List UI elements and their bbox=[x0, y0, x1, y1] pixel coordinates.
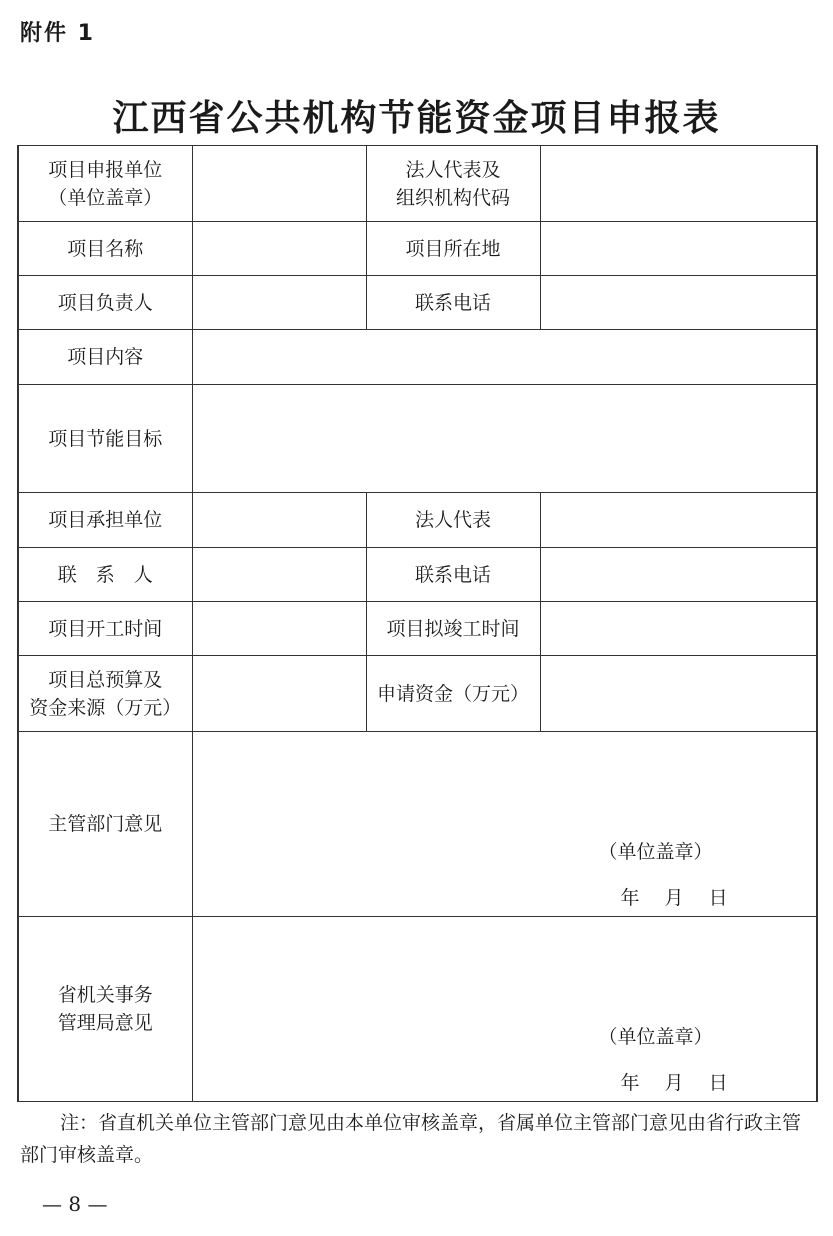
unit-seal-text: （单位盖章） bbox=[598, 1026, 713, 1048]
field-project-location[interactable] bbox=[540, 222, 817, 276]
label-requested-funds: 申请资金（万元） bbox=[366, 656, 540, 732]
label-project-location: 项目所在地 bbox=[366, 222, 540, 276]
form-row bbox=[18, 146, 817, 222]
label-admin-bureau-opinion: 省机关事务 管理局意见 bbox=[18, 917, 192, 1102]
label-undertaking-unit: 项目承担单位 bbox=[18, 493, 192, 548]
date-text: 年 月 日 bbox=[620, 887, 728, 909]
form-row bbox=[18, 732, 817, 917]
label-legal-rep: 法人代表 bbox=[366, 493, 540, 548]
label-contact-person: 联 系 人 bbox=[18, 548, 192, 602]
footnote: 注：省直机关单位主管部门意见由本单位审核盖章，省属单位主管部门意见由省行政主管部门审核盖章。 bbox=[20, 1112, 802, 1166]
form-row bbox=[18, 493, 817, 548]
form-row bbox=[18, 276, 817, 330]
form-row bbox=[18, 548, 817, 602]
field-start-time[interactable] bbox=[192, 602, 366, 656]
field-legal-rep-org-code[interactable] bbox=[540, 146, 817, 222]
field-project-leader[interactable] bbox=[192, 276, 366, 330]
form-row bbox=[18, 917, 817, 1102]
field-contact-person[interactable] bbox=[192, 548, 366, 602]
date-text: 年 月 日 bbox=[620, 1072, 728, 1094]
field-requested-funds[interactable] bbox=[540, 656, 817, 732]
label-project-leader: 项目负责人 bbox=[18, 276, 192, 330]
field-contact-phone-2[interactable] bbox=[540, 548, 817, 602]
form-row bbox=[18, 330, 817, 385]
label-department-opinion: 主管部门意见 bbox=[18, 732, 192, 917]
label-applicant-unit: 项目申报单位 （单位盖章） bbox=[18, 146, 192, 222]
field-energy-saving-target[interactable] bbox=[192, 385, 817, 493]
label-project-name: 项目名称 bbox=[18, 222, 192, 276]
form-title: 江西省公共机构节能资金项目申报表 bbox=[112, 97, 721, 139]
field-department-opinion[interactable] bbox=[192, 732, 817, 917]
label-legal-rep-org-code: 法人代表及 组织机构代码 bbox=[366, 146, 540, 222]
label-start-time: 项目开工时间 bbox=[18, 602, 192, 656]
label-energy-saving-target: 项目节能目标 bbox=[18, 385, 192, 493]
application-form-table bbox=[17, 145, 818, 1102]
form-row bbox=[18, 385, 817, 493]
field-planned-completion-time[interactable] bbox=[540, 602, 817, 656]
form-row bbox=[18, 602, 817, 656]
label-total-budget: 项目总预算及 资金来源（万元） bbox=[18, 656, 192, 732]
field-project-name[interactable] bbox=[192, 222, 366, 276]
label-planned-completion-time: 项目拟竣工时间 bbox=[366, 602, 540, 656]
label-project-content: 项目内容 bbox=[18, 330, 192, 385]
page-number: — 8 — bbox=[42, 1192, 108, 1216]
field-undertaking-unit[interactable] bbox=[192, 493, 366, 548]
unit-seal-text: （单位盖章） bbox=[598, 841, 713, 863]
label-contact-phone: 联系电话 bbox=[366, 276, 540, 330]
field-legal-rep[interactable] bbox=[540, 493, 817, 548]
field-contact-phone[interactable] bbox=[540, 276, 817, 330]
form-row bbox=[18, 222, 817, 276]
field-total-budget[interactable] bbox=[192, 656, 366, 732]
label-contact-phone-2: 联系电话 bbox=[366, 548, 540, 602]
form-row bbox=[18, 656, 817, 732]
field-applicant-unit[interactable] bbox=[192, 146, 366, 222]
field-project-content[interactable] bbox=[192, 330, 817, 385]
attachment-label: 附件 1 bbox=[20, 21, 95, 46]
field-admin-bureau-opinion[interactable] bbox=[192, 917, 817, 1102]
